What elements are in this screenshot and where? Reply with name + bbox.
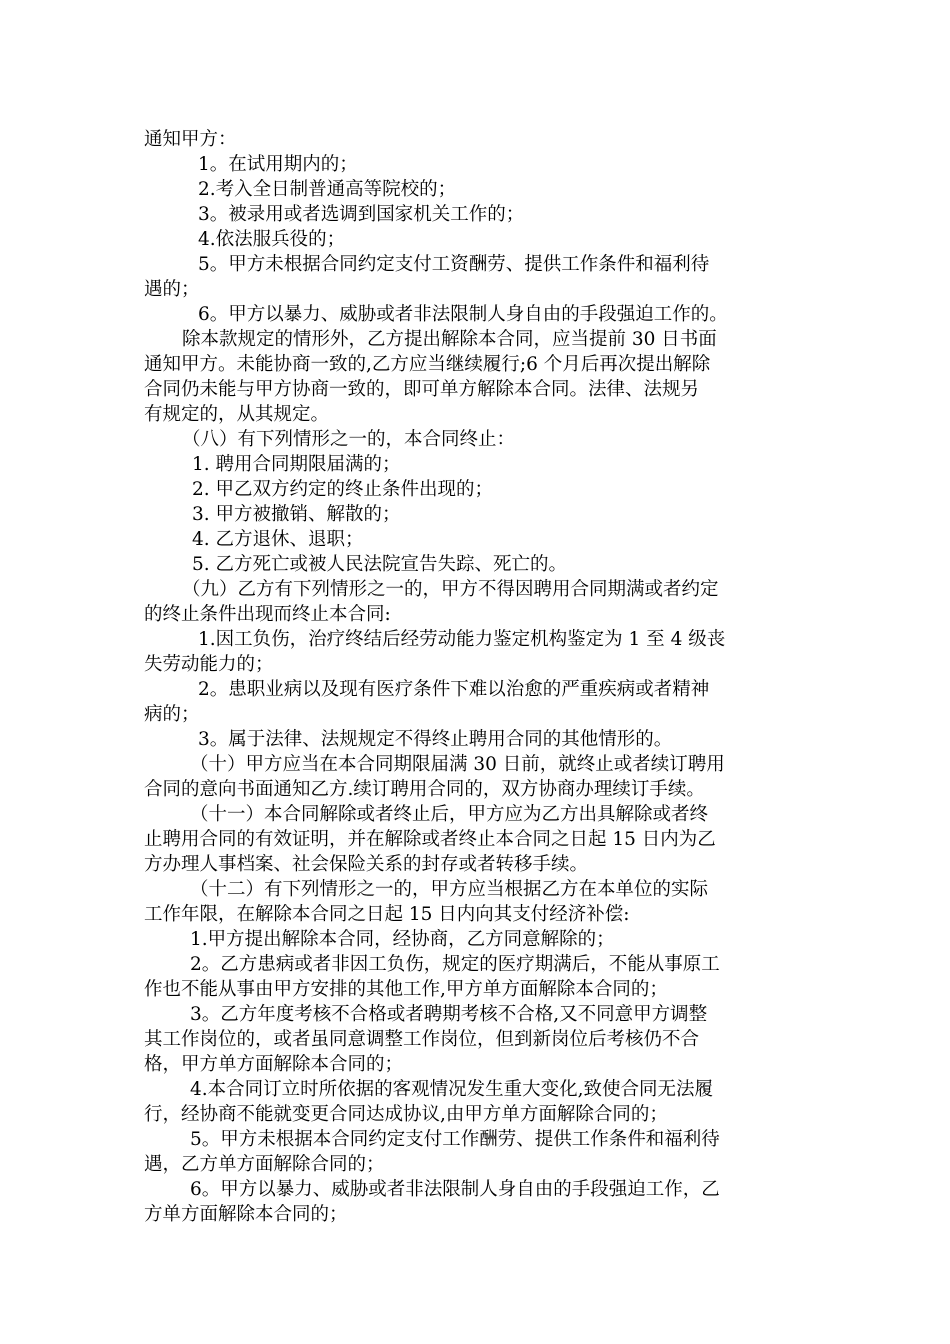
text-line: 6。甲方以暴力、威胁或者非法限制人身自由的手段强迫工作的。 bbox=[198, 304, 728, 325]
text-line: 1.因工负伤，治疗终结后经劳动能力鉴定机构鉴定为 1 至 4 级丧 bbox=[198, 629, 726, 650]
text-line: 4.依法服兵役的； bbox=[198, 229, 346, 250]
text-line: 2. 甲乙双方约定的终止条件出现的； bbox=[192, 479, 494, 500]
text-line: 1.甲方提出解除本合同，经协商，乙方同意解除的； bbox=[190, 929, 615, 950]
text-line: 5。甲方未根据合同约定支付工资酬劳、提供工作条件和福利待 bbox=[198, 254, 710, 275]
text-line: 合同的意向书面通知乙方.续订聘用合同的，双方协商办理续订手续。 bbox=[144, 779, 705, 800]
section-heading: （十一）本合同解除或者终止后，甲方应为乙方出具解除或者终 bbox=[190, 804, 709, 825]
text-line: 2。乙方患病或者非因工负伤，规定的医疗期满后，不能从事原工 bbox=[190, 954, 720, 975]
section-heading: （十二）有下列情形之一的，甲方应当根据乙方在本单位的实际 bbox=[190, 879, 709, 900]
text-line: 作也不能从事由甲方安排的其他工作,甲方单方面解除本合同的； bbox=[144, 979, 668, 1000]
text-line: 有规定的，从其规定。 bbox=[144, 404, 330, 425]
section-heading: （十）甲方应当在本合同期限届满 30 日前，就终止或者续订聘用 bbox=[190, 754, 725, 775]
text-line: 合同仍未能与甲方协商一致的，即可单方解除本合同。法律、法规另 bbox=[144, 379, 700, 400]
text-line: 遇，乙方单方面解除合同的； bbox=[144, 1154, 385, 1175]
text-line: 4. 乙方退休、退职； bbox=[192, 529, 364, 550]
text-line: 止聘用合同的有效证明，并在解除或者终止本合同之日起 15 日内为乙 bbox=[144, 829, 716, 850]
text-line: 通知甲方。未能协商一致的,乙方应当继续履行;6 个月后再次提出解除 bbox=[144, 354, 711, 375]
text-line: 的终止条件出现而终止本合同: bbox=[144, 604, 391, 625]
text-line: 5. 乙方死亡或被人民法院宣告失踪、死亡的。 bbox=[192, 554, 568, 575]
text-line: 3. 甲方被撤销、解散的； bbox=[192, 504, 401, 525]
text-line: 3。属于法律、法规规定不得终止聘用合同的其他情形的。 bbox=[198, 729, 673, 750]
text-line: 方办理人事档案、社会保险关系的封存或者转移手续。 bbox=[144, 854, 589, 875]
text-line: 病的； bbox=[144, 704, 200, 725]
text-line: 行，经协商不能就变更合同达成协议,由甲方单方面解除合同的； bbox=[144, 1104, 668, 1125]
text-line: 遇的； bbox=[144, 279, 200, 300]
text-line: 格，甲方单方面解除本合同的； bbox=[144, 1054, 404, 1075]
text-line: 1. 聘用合同期限届满的； bbox=[192, 454, 401, 475]
text-line: 3。乙方年度考核不合格或者聘期考核不合格,又不同意甲方调整 bbox=[190, 1004, 708, 1025]
text-line: 4.本合同订立时所依据的客观情况发生重大变化,致使合同无法履 bbox=[190, 1079, 714, 1100]
text-line: 通知甲方： bbox=[144, 129, 237, 150]
text-line: 除本款规定的情形外，乙方提出解除本合同，应当提前 30 日书面 bbox=[182, 329, 717, 350]
text-line: 6。甲方以暴力、威胁或者非法限制人身自由的手段强迫工作，乙 bbox=[190, 1179, 720, 1200]
section-heading: （八）有下列情形之一的，本合同终止： bbox=[182, 429, 516, 450]
text-line: 方单方面解除本合同的； bbox=[144, 1204, 348, 1225]
text-line: 其工作岗位的，或者虽同意调整工作岗位，但到新岗位后考核仍不合 bbox=[144, 1029, 700, 1050]
text-line: 3。被录用或者选调到国家机关工作的； bbox=[198, 204, 525, 225]
section-heading: （九）乙方有下列情形之一的，甲方不得因聘用合同期满或者约定 bbox=[182, 579, 719, 600]
text-line: 1。在试用期内的； bbox=[198, 154, 358, 175]
text-line: 工作年限，在解除本合同之日起 15 日内向其支付经济补偿: bbox=[144, 904, 630, 925]
text-line: 2.考入全日制普通高等院校的； bbox=[198, 179, 457, 200]
text-line: 5。甲方未根据本合同约定支付工作酬劳、提供工作条件和福利待 bbox=[190, 1129, 720, 1150]
text-line: 2。患职业病以及现有医疗条件下难以治愈的严重疾病或者精神 bbox=[198, 679, 710, 700]
text-line: 失劳动能力的； bbox=[144, 654, 274, 675]
